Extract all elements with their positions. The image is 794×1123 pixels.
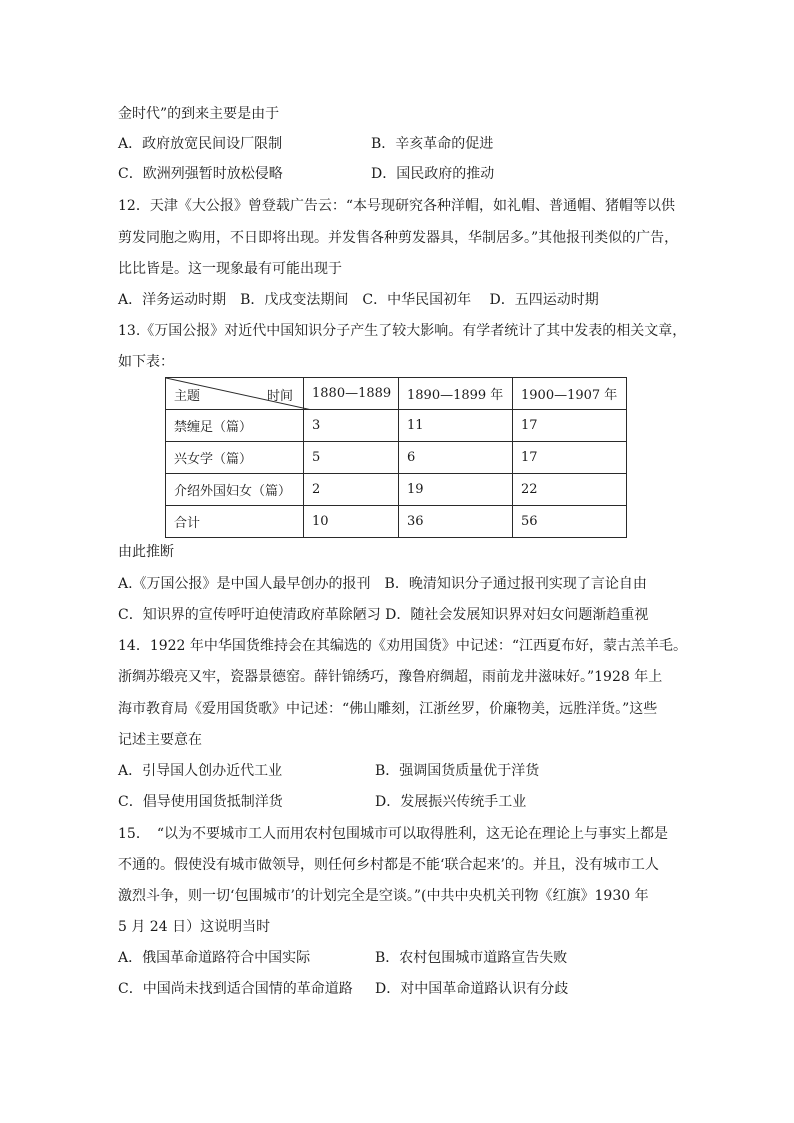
- table-cell: 36: [399, 506, 513, 538]
- table-total-row: [166, 506, 627, 538]
- row-topic: 介绍外国妇女（篇）: [166, 474, 304, 506]
- article-stats-table: [165, 377, 627, 538]
- table-cell: 56: [513, 506, 627, 538]
- q13-stem-line: 13.《万国公报》对近代中国知识分子产生了较大影响。有学者统计了其中发表的相关文章，: [118, 323, 687, 339]
- q11-option-d[interactable]: D．国民政府的推动: [371, 166, 495, 182]
- table-cell: 19: [399, 474, 513, 506]
- table-cell: 6: [399, 442, 513, 474]
- q13-options-cd[interactable]: C．知识界的宣传呼吁迫使清政府革除陋习 D．随社会发展知识界对妇女问题渐趋重视: [118, 607, 649, 623]
- q12-stem-line: 12．天津《大公报》曾登载广告云：“本号现研究各种洋帽，如礼帽、普通帽、猪帽等以供: [118, 198, 675, 214]
- row-topic: 禁缠足（篇）: [166, 410, 304, 442]
- table-row: [166, 442, 627, 474]
- q11-stem-tail: 金时代”的到来主要是由于: [118, 106, 280, 122]
- q15-option-d[interactable]: D．对中国革命道路认识有分歧: [375, 981, 569, 997]
- table-cell: 3: [304, 410, 399, 442]
- q14-option-a[interactable]: A．引导国人创办近代工业: [118, 763, 283, 779]
- q14-stem-line: 浙绸苏缎亮又牢，瓷器景德窑。薛针锦绣巧，豫鲁府绸超，雨前龙井滋味好。”1928 年上: [118, 669, 663, 685]
- table-row: [166, 410, 627, 442]
- q14-stem-line: 14．1922 年中华国货维持会在其编选的《劝用国货》中记述：“江西夏布好，蒙古羔羊毛。: [118, 638, 688, 654]
- table-cell: 11: [399, 410, 513, 442]
- q15-option-c[interactable]: C．中国尚未找到适合国情的革命道路: [118, 981, 353, 997]
- table-cell: 17: [513, 410, 627, 442]
- q13-stem-line: 如下表：: [118, 354, 174, 370]
- corner-time-label: 时间: [266, 389, 293, 404]
- q11-option-b[interactable]: B．辛亥革命的促进: [371, 136, 494, 152]
- q14-option-b[interactable]: B．强调国货质量优于洋货: [375, 763, 540, 779]
- table-cell: 22: [513, 474, 627, 506]
- q14-stem-line: 记述主要意在: [118, 732, 202, 748]
- q13-options-ab[interactable]: A.《万国公报》是中国人最早创办的报刊 B．晚清知识分子通过报刊实现了言论自由: [118, 576, 647, 592]
- q14-stem-line: 海市教育局《爱用国货歌》中记述：“佛山雕刻，江浙丝罗，价廉物美，远胜洋货。”这些: [118, 701, 658, 717]
- table-row: [166, 474, 627, 506]
- q14-option-c[interactable]: C．倡导使用国货抵制洋货: [118, 794, 283, 810]
- table-cell: 2: [304, 474, 399, 506]
- table-cell: 10: [304, 506, 399, 538]
- q11-option-a[interactable]: A．政府放宽民间设厂限制: [118, 136, 283, 152]
- row-topic: 兴女学（篇）: [166, 442, 304, 474]
- row-topic: 合计: [166, 506, 304, 538]
- q14-option-d[interactable]: D．发展振兴传统手工业: [375, 794, 527, 810]
- q15-stem-line: 15． “以为不要城市工人而用农村包围城市可以取得胜利，这无论在理论上与事实上都是: [118, 826, 668, 842]
- q12-stem-line: 比比皆是。这一现象最有可能出现于: [118, 261, 342, 277]
- table-corner-cell: [166, 378, 304, 410]
- q15-stem-line: 不通的。假使没有城市做领导，则任何乡村都是不能‘联合起来’的。并且，没有城市工人: [118, 857, 659, 873]
- q15-stem-line: 激烈斗争，则一切‘包围城市’的计划完全是空谈。”(中共中央机关刊物《红旗》1930 年: [118, 888, 649, 904]
- q15-stem-line: 5 月 24 日）这说明当时: [118, 919, 271, 935]
- table-cell: 17: [513, 442, 627, 474]
- q15-option-b[interactable]: B．农村包围城市道路宣告失败: [375, 950, 568, 966]
- q15-option-a[interactable]: A．俄国革命道路符合中国实际: [118, 950, 311, 966]
- table-header-row: [166, 378, 627, 410]
- q13-inference-prompt: 由此推断: [118, 544, 174, 560]
- table-cell: 5: [304, 442, 399, 474]
- q12-stem-line: 剪发同胞之购用，不日即将出现。并发售各种剪发器具，华制居多。”其他报刊类似的广告，: [118, 230, 679, 246]
- q11-option-c[interactable]: C．欧洲列强暂时放松侵略: [118, 166, 283, 182]
- period-header: 1890—1899 年: [399, 378, 513, 410]
- corner-topic-label: 主题: [174, 389, 201, 404]
- period-header: 1900—1907 年: [513, 378, 627, 410]
- period-header: 1880—1889: [304, 378, 399, 410]
- q12-options[interactable]: A．洋务运动时期 B．戊戌变法期间 C．中华民国初年 D．五四运动时期: [118, 292, 599, 308]
